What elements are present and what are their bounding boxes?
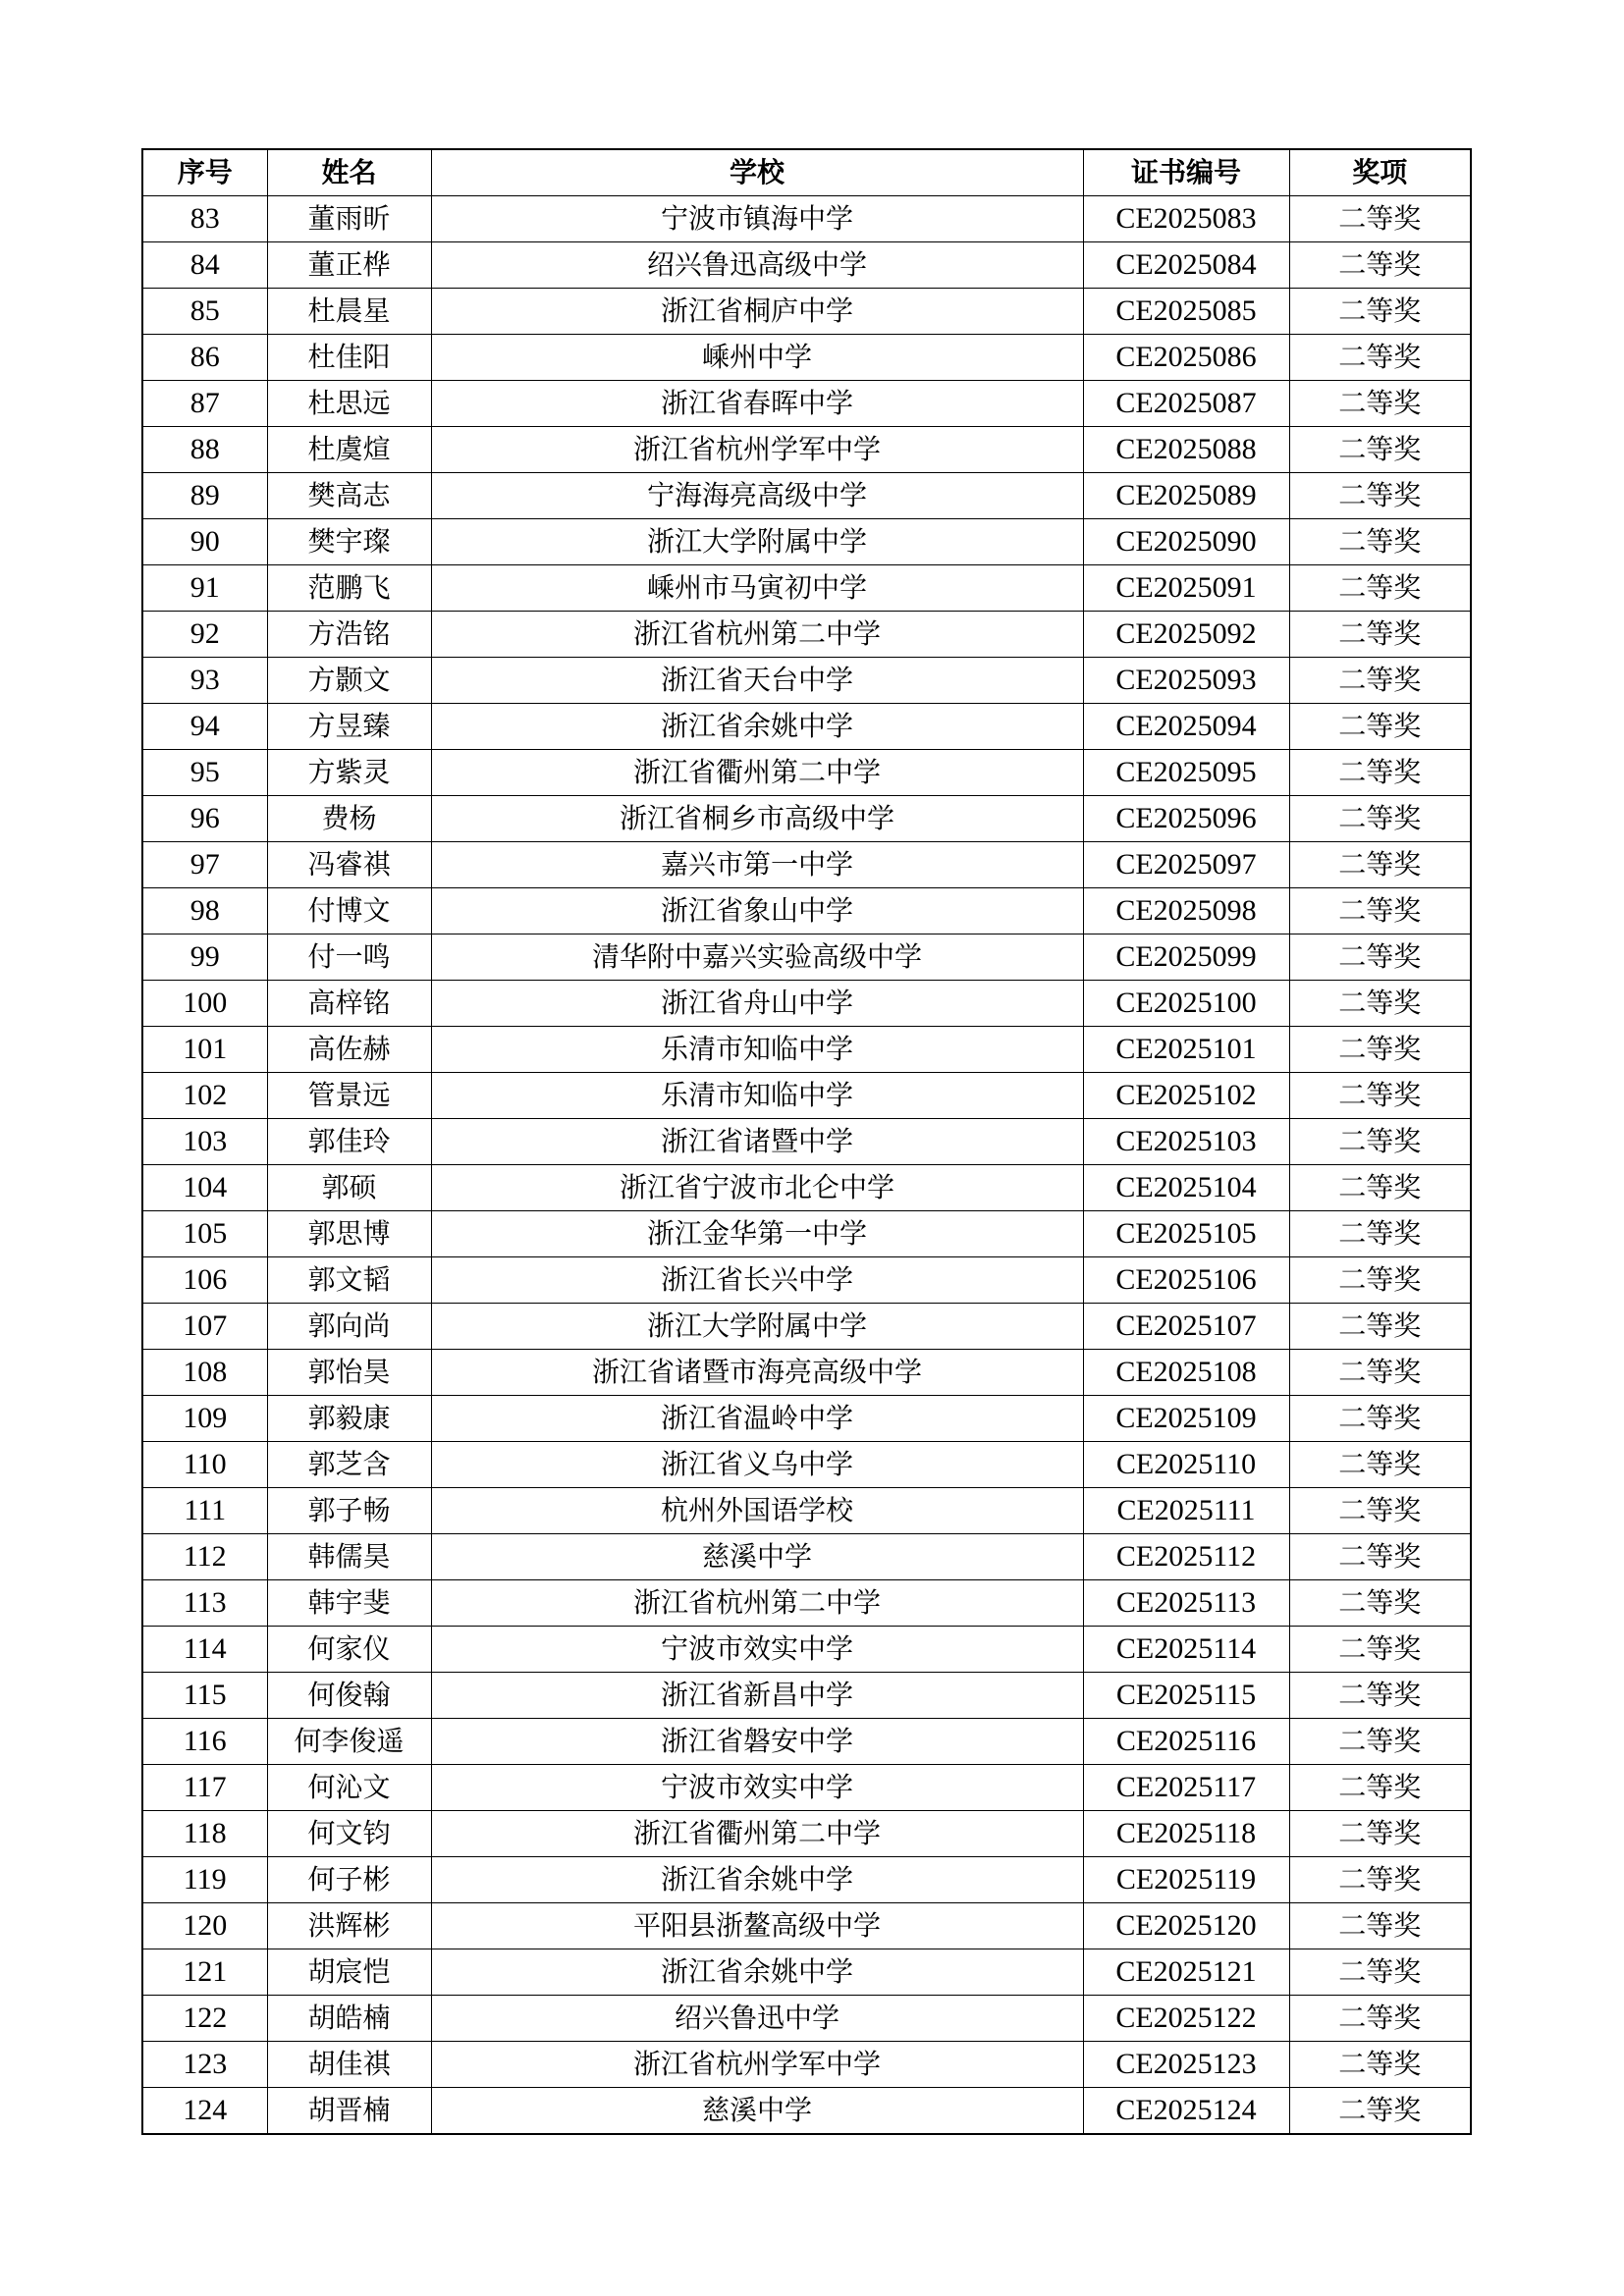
cell-certificate-number: CE2025102 [1083, 1073, 1289, 1119]
cell-serial-number: 117 [142, 1765, 267, 1811]
cell-name: 郭佳玲 [267, 1119, 431, 1165]
cell-certificate-number: CE2025096 [1083, 796, 1289, 842]
cell-award: 二等奖 [1289, 1442, 1471, 1488]
cell-name: 管景远 [267, 1073, 431, 1119]
cell-award: 二等奖 [1289, 1580, 1471, 1627]
cell-school: 宁波市效实中学 [431, 1765, 1083, 1811]
cell-school: 嵊州市马寅初中学 [431, 565, 1083, 612]
cell-certificate-number: CE2025107 [1083, 1304, 1289, 1350]
cell-certificate-number: CE2025089 [1083, 473, 1289, 519]
table-row [142, 1073, 1471, 1119]
cell-name: 董雨昕 [267, 196, 431, 242]
cell-name: 方颢文 [267, 658, 431, 704]
header-name: 姓名 [267, 149, 431, 196]
table-row [142, 519, 1471, 565]
cell-award: 二等奖 [1289, 1996, 1471, 2042]
cell-serial-number: 103 [142, 1119, 267, 1165]
cell-serial-number: 110 [142, 1442, 267, 1488]
cell-school: 宁波市镇海中学 [431, 196, 1083, 242]
table-row [142, 1304, 1471, 1350]
cell-name: 胡宸恺 [267, 1949, 431, 1996]
table-row [142, 888, 1471, 934]
cell-certificate-number: CE2025103 [1083, 1119, 1289, 1165]
cell-school: 杭州外国语学校 [431, 1488, 1083, 1534]
cell-name: 韩宇斐 [267, 1580, 431, 1627]
cell-award: 二等奖 [1289, 1350, 1471, 1396]
cell-serial-number: 104 [142, 1165, 267, 1211]
cell-name: 何家仪 [267, 1627, 431, 1673]
cell-certificate-number: CE2025098 [1083, 888, 1289, 934]
cell-serial-number: 101 [142, 1027, 267, 1073]
cell-certificate-number: CE2025086 [1083, 335, 1289, 381]
cell-name: 范鹏飞 [267, 565, 431, 612]
cell-certificate-number: CE2025114 [1083, 1627, 1289, 1673]
cell-award: 二等奖 [1289, 1719, 1471, 1765]
cell-award: 二等奖 [1289, 1811, 1471, 1857]
cell-certificate-number: CE2025110 [1083, 1442, 1289, 1488]
cell-certificate-number: CE2025119 [1083, 1857, 1289, 1903]
cell-name: 冯睿祺 [267, 842, 431, 888]
table-row [142, 1396, 1471, 1442]
table-row [142, 934, 1471, 981]
cell-school: 绍兴鲁迅中学 [431, 1996, 1083, 2042]
cell-serial-number: 95 [142, 750, 267, 796]
table-row [142, 1534, 1471, 1580]
cell-school: 乐清市知临中学 [431, 1073, 1083, 1119]
cell-school: 浙江省磐安中学 [431, 1719, 1083, 1765]
cell-name: 何李俊遥 [267, 1719, 431, 1765]
cell-certificate-number: CE2025100 [1083, 981, 1289, 1027]
table-row [142, 2088, 1471, 2135]
table-row [142, 704, 1471, 750]
cell-certificate-number: CE2025116 [1083, 1719, 1289, 1765]
cell-name: 方昱臻 [267, 704, 431, 750]
cell-certificate-number: CE2025099 [1083, 934, 1289, 981]
cell-serial-number: 84 [142, 242, 267, 289]
cell-name: 胡皓楠 [267, 1996, 431, 2042]
cell-name: 杜晨星 [267, 289, 431, 335]
cell-serial-number: 119 [142, 1857, 267, 1903]
cell-school: 浙江大学附属中学 [431, 1304, 1083, 1350]
cell-certificate-number: CE2025122 [1083, 1996, 1289, 2042]
table-row [142, 427, 1471, 473]
cell-school: 浙江省衢州第二中学 [431, 1811, 1083, 1857]
cell-award: 二等奖 [1289, 981, 1471, 1027]
cell-school: 浙江省桐乡市高级中学 [431, 796, 1083, 842]
table-row [142, 1719, 1471, 1765]
cell-award: 二等奖 [1289, 1304, 1471, 1350]
cell-school: 浙江省天台中学 [431, 658, 1083, 704]
table-row [142, 565, 1471, 612]
cell-certificate-number: CE2025105 [1083, 1211, 1289, 1257]
cell-name: 何俊翰 [267, 1673, 431, 1719]
cell-serial-number: 108 [142, 1350, 267, 1396]
table-row [142, 335, 1471, 381]
cell-serial-number: 92 [142, 612, 267, 658]
cell-serial-number: 123 [142, 2042, 267, 2088]
cell-school: 浙江省长兴中学 [431, 1257, 1083, 1304]
cell-serial-number: 121 [142, 1949, 267, 1996]
cell-name: 郭子畅 [267, 1488, 431, 1534]
cell-name: 胡晋楠 [267, 2088, 431, 2135]
cell-school: 浙江省诸暨市海亮高级中学 [431, 1350, 1083, 1396]
cell-award: 二等奖 [1289, 1073, 1471, 1119]
table-row [142, 196, 1471, 242]
table-row [142, 1811, 1471, 1857]
cell-name: 高梓铭 [267, 981, 431, 1027]
cell-serial-number: 89 [142, 473, 267, 519]
cell-serial-number: 96 [142, 796, 267, 842]
cell-name: 付博文 [267, 888, 431, 934]
cell-award: 二等奖 [1289, 1165, 1471, 1211]
cell-name: 付一鸣 [267, 934, 431, 981]
cell-certificate-number: CE2025106 [1083, 1257, 1289, 1304]
table-row [142, 1119, 1471, 1165]
cell-award: 二等奖 [1289, 1119, 1471, 1165]
cell-school: 乐清市知临中学 [431, 1027, 1083, 1073]
cell-award: 二等奖 [1289, 658, 1471, 704]
cell-award: 二等奖 [1289, 381, 1471, 427]
cell-award: 二等奖 [1289, 750, 1471, 796]
table-row [142, 1442, 1471, 1488]
cell-school: 浙江省桐庐中学 [431, 289, 1083, 335]
cell-name: 郭怡昊 [267, 1350, 431, 1396]
cell-certificate-number: CE2025117 [1083, 1765, 1289, 1811]
cell-school: 浙江省新昌中学 [431, 1673, 1083, 1719]
cell-name: 高佐赫 [267, 1027, 431, 1073]
cell-award: 二等奖 [1289, 1765, 1471, 1811]
cell-serial-number: 87 [142, 381, 267, 427]
cell-certificate-number: CE2025109 [1083, 1396, 1289, 1442]
cell-school: 浙江省余姚中学 [431, 1857, 1083, 1903]
table-row [142, 289, 1471, 335]
cell-school: 浙江省义乌中学 [431, 1442, 1083, 1488]
cell-name: 何文钧 [267, 1811, 431, 1857]
cell-name: 何子彬 [267, 1857, 431, 1903]
table-row [142, 381, 1471, 427]
cell-award: 二等奖 [1289, 1627, 1471, 1673]
cell-serial-number: 93 [142, 658, 267, 704]
cell-school: 慈溪中学 [431, 2088, 1083, 2135]
cell-certificate-number: CE2025083 [1083, 196, 1289, 242]
cell-certificate-number: CE2025091 [1083, 565, 1289, 612]
cell-school: 浙江省宁波市北仑中学 [431, 1165, 1083, 1211]
table-row [142, 1627, 1471, 1673]
cell-certificate-number: CE2025095 [1083, 750, 1289, 796]
cell-award: 二等奖 [1289, 1488, 1471, 1534]
cell-school: 浙江省舟山中学 [431, 981, 1083, 1027]
table-row [142, 242, 1471, 289]
cell-serial-number: 98 [142, 888, 267, 934]
cell-name: 洪辉彬 [267, 1903, 431, 1949]
cell-award: 二等奖 [1289, 888, 1471, 934]
cell-certificate-number: CE2025097 [1083, 842, 1289, 888]
cell-name: 方浩铭 [267, 612, 431, 658]
cell-serial-number: 124 [142, 2088, 267, 2135]
cell-certificate-number: CE2025121 [1083, 1949, 1289, 1996]
cell-certificate-number: CE2025092 [1083, 612, 1289, 658]
cell-certificate-number: CE2025087 [1083, 381, 1289, 427]
cell-serial-number: 122 [142, 1996, 267, 2042]
table-row [142, 1165, 1471, 1211]
cell-certificate-number: CE2025101 [1083, 1027, 1289, 1073]
table-row [142, 1673, 1471, 1719]
cell-school: 慈溪中学 [431, 1534, 1083, 1580]
cell-certificate-number: CE2025093 [1083, 658, 1289, 704]
cell-certificate-number: CE2025090 [1083, 519, 1289, 565]
table-row [142, 842, 1471, 888]
cell-award: 二等奖 [1289, 704, 1471, 750]
cell-certificate-number: CE2025111 [1083, 1488, 1289, 1534]
table-header [142, 149, 1471, 196]
cell-serial-number: 116 [142, 1719, 267, 1765]
cell-serial-number: 115 [142, 1673, 267, 1719]
cell-serial-number: 114 [142, 1627, 267, 1673]
cell-school: 平阳县浙鳌高级中学 [431, 1903, 1083, 1949]
cell-award: 二等奖 [1289, 2042, 1471, 2088]
cell-certificate-number: CE2025123 [1083, 2042, 1289, 2088]
cell-award: 二等奖 [1289, 196, 1471, 242]
cell-award: 二等奖 [1289, 1949, 1471, 1996]
cell-award: 二等奖 [1289, 842, 1471, 888]
table-row [142, 1488, 1471, 1534]
table-row [142, 1257, 1471, 1304]
table-row [142, 2042, 1471, 2088]
cell-award: 二等奖 [1289, 1257, 1471, 1304]
cell-school: 宁海海亮高级中学 [431, 473, 1083, 519]
cell-award: 二等奖 [1289, 1027, 1471, 1073]
cell-name: 杜虞煊 [267, 427, 431, 473]
cell-school: 浙江省杭州第二中学 [431, 1580, 1083, 1627]
table-row [142, 658, 1471, 704]
header-serial-number: 序号 [142, 149, 267, 196]
header-school: 学校 [431, 149, 1083, 196]
cell-school: 浙江省余姚中学 [431, 704, 1083, 750]
cell-serial-number: 86 [142, 335, 267, 381]
cell-serial-number: 99 [142, 934, 267, 981]
cell-certificate-number: CE2025113 [1083, 1580, 1289, 1627]
cell-school: 浙江省温岭中学 [431, 1396, 1083, 1442]
cell-name: 杜思远 [267, 381, 431, 427]
cell-award: 二等奖 [1289, 1857, 1471, 1903]
table-row [142, 473, 1471, 519]
cell-serial-number: 91 [142, 565, 267, 612]
cell-school: 浙江省诸暨中学 [431, 1119, 1083, 1165]
cell-name: 方紫灵 [267, 750, 431, 796]
cell-serial-number: 111 [142, 1488, 267, 1534]
cell-award: 二等奖 [1289, 427, 1471, 473]
cell-school: 宁波市效实中学 [431, 1627, 1083, 1673]
table-row [142, 1949, 1471, 1996]
cell-name: 樊高志 [267, 473, 431, 519]
table-row [142, 1903, 1471, 1949]
cell-serial-number: 113 [142, 1580, 267, 1627]
table-row [142, 796, 1471, 842]
cell-award: 二等奖 [1289, 1903, 1471, 1949]
cell-school: 浙江省春晖中学 [431, 381, 1083, 427]
cell-school: 浙江省杭州学军中学 [431, 427, 1083, 473]
cell-award: 二等奖 [1289, 612, 1471, 658]
cell-serial-number: 88 [142, 427, 267, 473]
cell-school: 浙江省杭州第二中学 [431, 612, 1083, 658]
cell-award: 二等奖 [1289, 1673, 1471, 1719]
table-row [142, 1580, 1471, 1627]
cell-serial-number: 90 [142, 519, 267, 565]
cell-serial-number: 109 [142, 1396, 267, 1442]
table-row [142, 750, 1471, 796]
table-row [142, 1765, 1471, 1811]
cell-certificate-number: CE2025108 [1083, 1350, 1289, 1396]
cell-award: 二等奖 [1289, 565, 1471, 612]
cell-award: 二等奖 [1289, 934, 1471, 981]
cell-award: 二等奖 [1289, 473, 1471, 519]
cell-name: 郭毅康 [267, 1396, 431, 1442]
cell-award: 二等奖 [1289, 1211, 1471, 1257]
cell-serial-number: 102 [142, 1073, 267, 1119]
cell-certificate-number: CE2025088 [1083, 427, 1289, 473]
cell-serial-number: 83 [142, 196, 267, 242]
header-certificate-number: 证书编号 [1083, 149, 1289, 196]
cell-name: 董正桦 [267, 242, 431, 289]
cell-name: 郭文韬 [267, 1257, 431, 1304]
cell-serial-number: 107 [142, 1304, 267, 1350]
cell-serial-number: 112 [142, 1534, 267, 1580]
cell-certificate-number: CE2025120 [1083, 1903, 1289, 1949]
table-body [142, 196, 1471, 2135]
table-row [142, 1350, 1471, 1396]
cell-certificate-number: CE2025104 [1083, 1165, 1289, 1211]
cell-serial-number: 97 [142, 842, 267, 888]
table-row [142, 1996, 1471, 2042]
table-row [142, 1857, 1471, 1903]
cell-name: 郭芝含 [267, 1442, 431, 1488]
cell-school: 绍兴鲁迅高级中学 [431, 242, 1083, 289]
cell-certificate-number: CE2025115 [1083, 1673, 1289, 1719]
table-row [142, 612, 1471, 658]
cell-serial-number: 105 [142, 1211, 267, 1257]
cell-serial-number: 100 [142, 981, 267, 1027]
cell-serial-number: 120 [142, 1903, 267, 1949]
cell-award: 二等奖 [1289, 519, 1471, 565]
cell-certificate-number: CE2025084 [1083, 242, 1289, 289]
cell-school: 浙江金华第一中学 [431, 1211, 1083, 1257]
cell-school: 浙江省象山中学 [431, 888, 1083, 934]
cell-award: 二等奖 [1289, 2088, 1471, 2135]
table-row [142, 981, 1471, 1027]
table-row [142, 1027, 1471, 1073]
header-row [142, 149, 1471, 196]
cell-award: 二等奖 [1289, 796, 1471, 842]
header-award: 奖项 [1289, 149, 1471, 196]
cell-serial-number: 85 [142, 289, 267, 335]
cell-award: 二等奖 [1289, 1396, 1471, 1442]
cell-award: 二等奖 [1289, 289, 1471, 335]
cell-school: 嘉兴市第一中学 [431, 842, 1083, 888]
cell-serial-number: 118 [142, 1811, 267, 1857]
cell-name: 韩儒昊 [267, 1534, 431, 1580]
cell-school: 浙江省杭州学军中学 [431, 2042, 1083, 2088]
cell-school: 浙江省衢州第二中学 [431, 750, 1083, 796]
award-table [141, 148, 1472, 2135]
cell-name: 胡佳祺 [267, 2042, 431, 2088]
cell-certificate-number: CE2025085 [1083, 289, 1289, 335]
cell-name: 何沁文 [267, 1765, 431, 1811]
cell-certificate-number: CE2025118 [1083, 1811, 1289, 1857]
cell-award: 二等奖 [1289, 242, 1471, 289]
cell-name: 郭思博 [267, 1211, 431, 1257]
cell-certificate-number: CE2025112 [1083, 1534, 1289, 1580]
cell-name: 郭硕 [267, 1165, 431, 1211]
cell-name: 樊宇璨 [267, 519, 431, 565]
cell-school: 浙江省余姚中学 [431, 1949, 1083, 1996]
cell-certificate-number: CE2025124 [1083, 2088, 1289, 2135]
cell-name: 杜佳阳 [267, 335, 431, 381]
cell-name: 郭向尚 [267, 1304, 431, 1350]
cell-award: 二等奖 [1289, 335, 1471, 381]
cell-serial-number: 94 [142, 704, 267, 750]
table-row [142, 1211, 1471, 1257]
cell-serial-number: 106 [142, 1257, 267, 1304]
cell-award: 二等奖 [1289, 1534, 1471, 1580]
cell-school: 浙江大学附属中学 [431, 519, 1083, 565]
cell-certificate-number: CE2025094 [1083, 704, 1289, 750]
cell-name: 费杨 [267, 796, 431, 842]
cell-school: 嵊州中学 [431, 335, 1083, 381]
cell-school: 清华附中嘉兴实验高级中学 [431, 934, 1083, 981]
